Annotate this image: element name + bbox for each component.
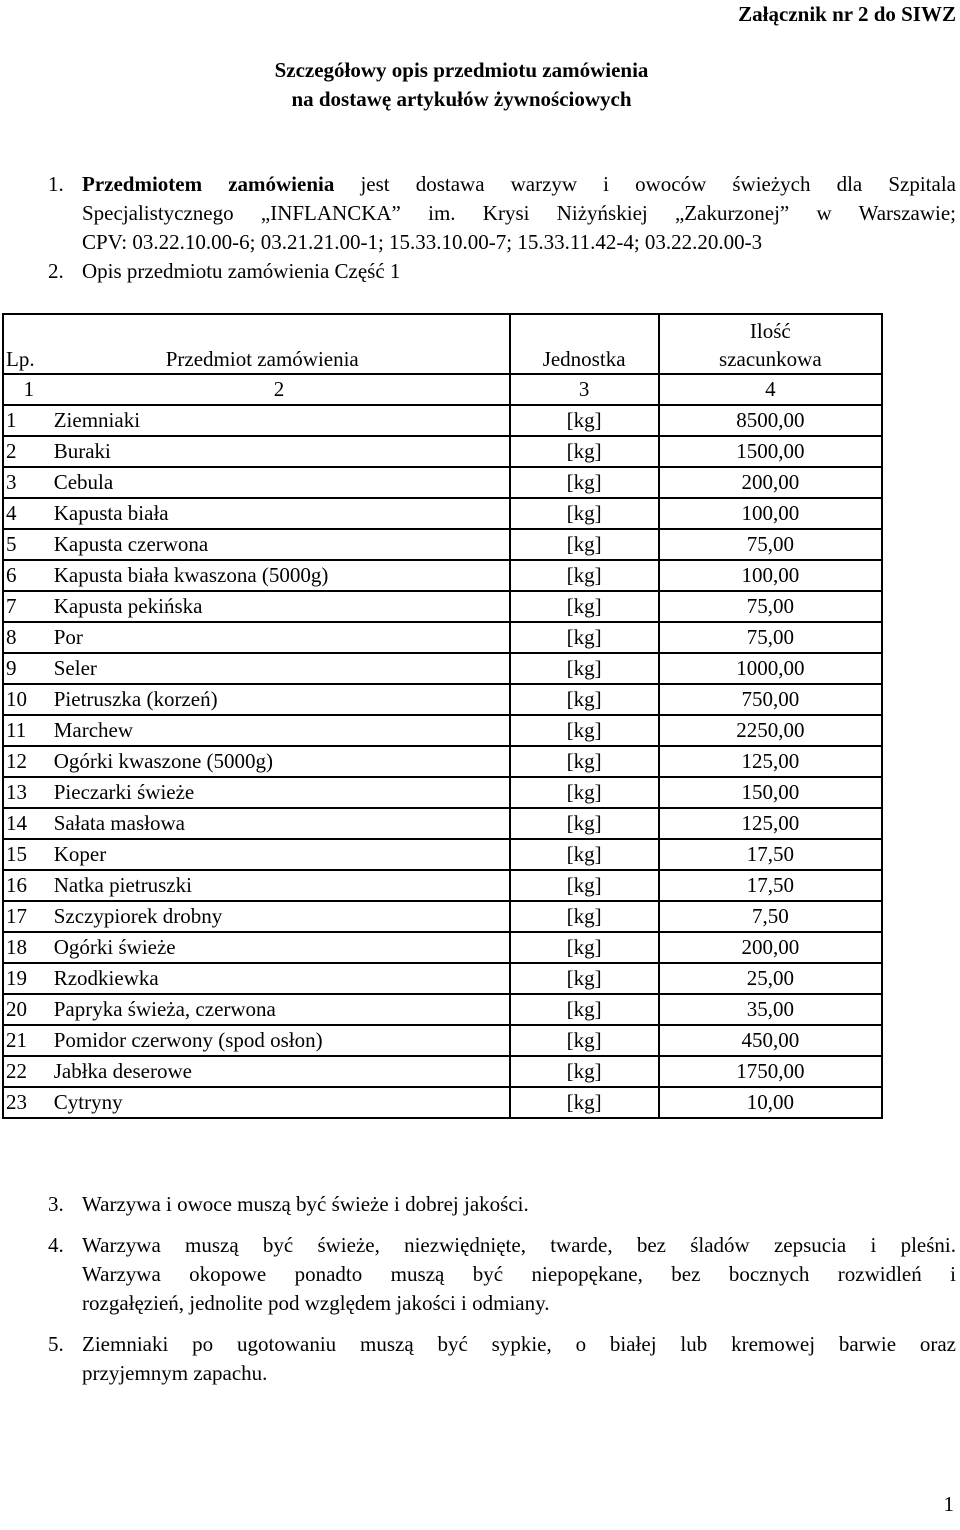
- row-name: Seler: [54, 653, 510, 684]
- table-body: [3, 405, 882, 1118]
- row-name: Buraki: [54, 436, 510, 467]
- note-5: [48, 1330, 956, 1388]
- column-number-1: 1: [3, 374, 54, 405]
- row-unit: [kg]: [510, 746, 659, 777]
- note-5-line-2: przyjemnym zapachu.: [82, 1361, 268, 1385]
- row-name: Kapusta biała kwaszona (5000g): [54, 560, 510, 591]
- row-lp: 14: [3, 808, 54, 839]
- table-row: [3, 994, 882, 1025]
- row-name: Szczypiorek drobny: [54, 901, 510, 932]
- note-5-line-1: Ziemniaki po ugotowaniu muszą być sypkie, o białej lub kremowej barwie oraz: [82, 1332, 956, 1356]
- table-row: [3, 436, 882, 467]
- row-qty: 150,00: [659, 777, 882, 808]
- row-unit: [kg]: [510, 994, 659, 1025]
- note-4-line-2: Warzywa okopowe ponadto muszą być niepopękane, bez bocznych rozwidleń i: [82, 1262, 956, 1286]
- row-qty: 25,00: [659, 963, 882, 994]
- table-row: [3, 746, 882, 777]
- row-unit: [kg]: [510, 1056, 659, 1087]
- row-unit: [kg]: [510, 560, 659, 591]
- row-qty: 2250,00: [659, 715, 882, 746]
- row-lp: 5: [3, 529, 54, 560]
- intro-item-1-line-1: [82, 170, 956, 199]
- row-qty: 8500,00: [659, 405, 882, 436]
- table-row: [3, 777, 882, 808]
- row-qty: 450,00: [659, 1025, 882, 1056]
- items-table: [2, 313, 883, 1119]
- notes-list: [48, 1190, 956, 1400]
- header-name: Przedmiot zamówienia: [54, 314, 510, 374]
- title-line-1: Szczegółowy opis przedmiotu zamówienia: [274, 58, 649, 82]
- row-lp: 10: [3, 684, 54, 715]
- table-row: [3, 901, 882, 932]
- row-name: Kapusta czerwona: [54, 529, 510, 560]
- row-unit: [kg]: [510, 901, 659, 932]
- header-unit: Jednostka: [510, 314, 659, 374]
- row-lp: 1: [3, 405, 54, 436]
- note-3: [48, 1190, 956, 1219]
- column-number-3: 3: [510, 374, 659, 405]
- row-qty: 750,00: [659, 684, 882, 715]
- row-unit: [kg]: [510, 467, 659, 498]
- row-unit: [kg]: [510, 715, 659, 746]
- row-unit: [kg]: [510, 932, 659, 963]
- intro-item-1: [48, 170, 956, 257]
- column-number-row: [3, 374, 882, 405]
- row-lp: 11: [3, 715, 54, 746]
- row-qty: 1750,00: [659, 1056, 882, 1087]
- row-qty: 125,00: [659, 746, 882, 777]
- intro-item-2: [48, 257, 956, 286]
- row-name: Pieczarki świeże: [54, 777, 510, 808]
- row-lp: 16: [3, 870, 54, 901]
- row-lp: 6: [3, 560, 54, 591]
- row-qty: 75,00: [659, 591, 882, 622]
- intro-item-1-bold: Przedmiotem zamówienia: [82, 172, 335, 196]
- row-lp: 23: [3, 1087, 54, 1118]
- row-qty: 17,50: [659, 870, 882, 901]
- row-lp: 15: [3, 839, 54, 870]
- row-lp: 7: [3, 591, 54, 622]
- row-lp: 20: [3, 994, 54, 1025]
- table-row: [3, 870, 882, 901]
- note-3-text: Warzywa i owoce muszą być świeże i dobrej jakości.: [82, 1192, 529, 1216]
- row-qty: 75,00: [659, 622, 882, 653]
- row-unit: [kg]: [510, 653, 659, 684]
- row-name: Natka pietruszki: [54, 870, 510, 901]
- note-5-number: 5.: [48, 1332, 64, 1356]
- row-qty: 75,00: [659, 529, 882, 560]
- row-name: Papryka świeża, czerwona: [54, 994, 510, 1025]
- row-qty: 1500,00: [659, 436, 882, 467]
- row-unit: [kg]: [510, 529, 659, 560]
- row-qty: 200,00: [659, 467, 882, 498]
- row-qty: 100,00: [659, 560, 882, 591]
- row-name: Sałata masłowa: [54, 808, 510, 839]
- row-qty: 100,00: [659, 498, 882, 529]
- row-name: Ogórki kwaszone (5000g): [54, 746, 510, 777]
- row-unit: [kg]: [510, 405, 659, 436]
- row-lp: 3: [3, 467, 54, 498]
- column-number-2: 2: [54, 374, 510, 405]
- row-name: Jabłka deserowe: [54, 1056, 510, 1087]
- row-unit: [kg]: [510, 870, 659, 901]
- row-lp: 21: [3, 1025, 54, 1056]
- intro-item-2-number: 2.: [48, 259, 64, 283]
- row-qty: 1000,00: [659, 653, 882, 684]
- row-lp: 18: [3, 932, 54, 963]
- table-row: [3, 684, 882, 715]
- note-3-number: 3.: [48, 1192, 64, 1216]
- column-number-4: 4: [659, 374, 882, 405]
- intro-item-1-line-2: Specjalistycznego „INFLANCKA” im. Krysi Niżyńskiej „Zakurzonej” w Warszawie;: [82, 201, 956, 225]
- row-lp: 22: [3, 1056, 54, 1087]
- table-row: [3, 932, 882, 963]
- row-qty: 200,00: [659, 932, 882, 963]
- table-row: [3, 715, 882, 746]
- row-unit: [kg]: [510, 839, 659, 870]
- row-unit: [kg]: [510, 1087, 659, 1118]
- table-row: [3, 963, 882, 994]
- row-lp: 19: [3, 963, 54, 994]
- row-unit: [kg]: [510, 1025, 659, 1056]
- row-lp: 9: [3, 653, 54, 684]
- row-name: Por: [54, 622, 510, 653]
- row-name: Marchew: [54, 715, 510, 746]
- row-name: Ziemniaki: [54, 405, 510, 436]
- note-4-line-3: rozgałęzień, jednolite pod względem jakości i odmiany.: [82, 1291, 550, 1315]
- row-unit: [kg]: [510, 777, 659, 808]
- row-lp: 4: [3, 498, 54, 529]
- row-lp: 13: [3, 777, 54, 808]
- table-row: [3, 529, 882, 560]
- intro-item-1-line-3: CPV: 03.22.10.00-6; 03.21.21.00-1; 15.33.10.00-7; 15.33.11.42-4; 03.22.20.00-3: [82, 230, 763, 254]
- row-unit: [kg]: [510, 436, 659, 467]
- row-lp: 8: [3, 622, 54, 653]
- row-name: Ogórki świeże: [54, 932, 510, 963]
- row-name: Rzodkiewka: [54, 963, 510, 994]
- header-qty-line-1: Ilość: [749, 319, 791, 343]
- row-name: Cebula: [54, 467, 510, 498]
- table-row: [3, 1056, 882, 1087]
- annex-label: Załącznik nr 2 do SIWZ: [738, 2, 956, 26]
- table-row: [3, 498, 882, 529]
- title-line-2: na dostawę artykułów żywnościowych: [291, 87, 632, 111]
- row-unit: [kg]: [510, 498, 659, 529]
- table-row: [3, 560, 882, 591]
- row-name: Koper: [54, 839, 510, 870]
- page-number: 1: [943, 1492, 954, 1516]
- row-qty: 17,50: [659, 839, 882, 870]
- intro-item-2-text: Opis przedmiotu zamówienia Część 1: [82, 259, 401, 283]
- header-qty-line-2: szacunkowa: [719, 347, 822, 371]
- table-header-row: [3, 314, 882, 374]
- row-name: Kapusta biała: [54, 498, 510, 529]
- note-4: [48, 1231, 956, 1318]
- note-4-line-1: Warzywa muszą być świeże, niezwiędnięte, twarde, bez śladów zepsucia i pleśni.: [82, 1233, 956, 1257]
- row-lp: 12: [3, 746, 54, 777]
- row-unit: [kg]: [510, 622, 659, 653]
- row-name: Pomidor czerwony (spod osłon): [54, 1025, 510, 1056]
- table-row: [3, 591, 882, 622]
- row-unit: [kg]: [510, 808, 659, 839]
- row-lp: 17: [3, 901, 54, 932]
- table-row: [3, 622, 882, 653]
- row-name: Pietruszka (korzeń): [54, 684, 510, 715]
- intro-item-1-number: 1.: [48, 172, 64, 196]
- row-unit: [kg]: [510, 963, 659, 994]
- row-qty: 125,00: [659, 808, 882, 839]
- document-title: [0, 56, 960, 114]
- table-row: [3, 405, 882, 436]
- row-qty: 35,00: [659, 994, 882, 1025]
- row-name: Kapusta pekińska: [54, 591, 510, 622]
- row-unit: [kg]: [510, 591, 659, 622]
- note-4-number: 4.: [48, 1233, 64, 1257]
- table-row: [3, 839, 882, 870]
- table-row: [3, 653, 882, 684]
- row-lp: 2: [3, 436, 54, 467]
- intro-list: [48, 170, 956, 286]
- intro-item-1-text-a: jest dostawa warzyw i owoców świeżych dla Szpitala: [334, 172, 956, 196]
- row-qty: 10,00: [659, 1087, 882, 1118]
- row-unit: [kg]: [510, 684, 659, 715]
- table-row: [3, 808, 882, 839]
- header-qty: [659, 314, 882, 374]
- table-row: [3, 1025, 882, 1056]
- row-name: Cytryny: [54, 1087, 510, 1118]
- row-qty: 7,50: [659, 901, 882, 932]
- table-row: [3, 1087, 882, 1118]
- table-row: [3, 467, 882, 498]
- header-lp: Lp.: [3, 314, 54, 374]
